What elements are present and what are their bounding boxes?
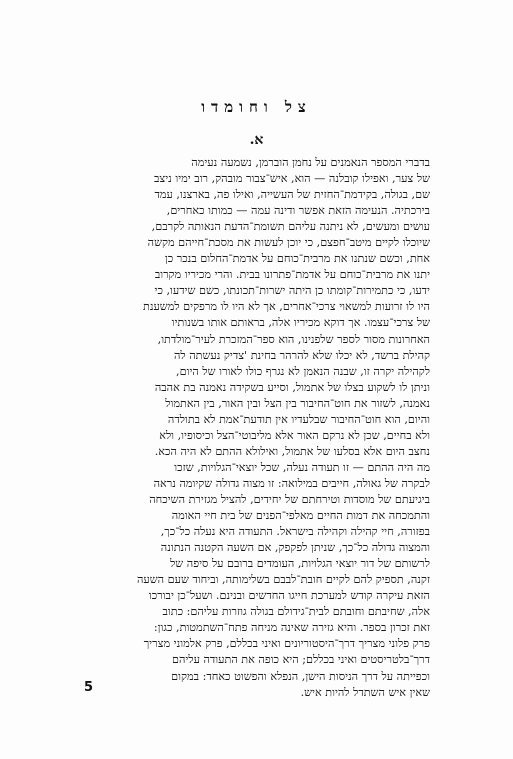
text-line: פרק פלוני מצריך דרך־היסטוריונים ואיני בכללם, פרק אלמוני מצריך	[143, 637, 430, 651]
text-line: לרשותם של דור יוצאי הגלויות, העומדים ברובם על סיפה של	[170, 557, 430, 571]
text-line: לקהילה יקרה זו, שבנה הנאמן לא נגרף כולו לאורו של היום,	[176, 364, 430, 378]
text-line: של צרכי־עצמו. אך דוקא מכיריו אלה, בראותם אותו בשנותיו	[171, 316, 430, 330]
text-line: זקנה, תספיק להם לקיים חובת־לבבם בשלימותה, וביחוד שעם השעה	[136, 573, 430, 587]
text-line: קהילת ברשד, לא יכלו שלא להרהר בחינת 'צדיק נעשתה לה	[173, 348, 430, 362]
text-line: היו לו זרועות למשאוי צרכי־אחרים, אך לא היו לו מרפקים למשענת	[143, 300, 430, 314]
paragraph-2	[82, 460, 430, 701]
text-line: מה היה ההתם — זו תעודה נעלה, שכל יוצאי־הגלויות, שזכו	[174, 460, 430, 474]
paragraph-1	[82, 155, 430, 460]
text-line: שאין איש השתדל להיות איש.	[300, 685, 430, 699]
text-line: וכפייתה על דרך הניסות הישן, הנפלא והפשוט כאחד: במקום	[171, 669, 430, 683]
text-line: בדברי המספר הנאמנים על נחמן הוברמן, נשמעה נעימה	[191, 156, 430, 169]
text-line: נחצב היום אלא בסלעו של אתמול, ואילולא ההתם לא היה הכא.	[154, 444, 430, 458]
text-line: והתמכחה את דמות החיים מאלפי־הפנים של בית חיי האומה	[171, 509, 430, 523]
text-line: לבקרה של גאולה, חייבים במילואה: זו מצוה גדולה שקיומה נראה	[153, 476, 430, 490]
text-line: של צער, ואפילו קובלנה — הוא, איש־צבור מובהק, רוב ימיו ניצב	[154, 172, 430, 186]
text-line: בפזורה, חיי קהילה וקהילה בישראל. התעודה היא נעלה כל־כך,	[160, 525, 430, 539]
chapter-title: צל וחומדו	[201, 98, 312, 116]
text-line: אלה, שחיבתם וחובתם לבית־גידולם בגולה גוזרות עליהם: כתוב	[162, 605, 430, 619]
text-line: והמצוה גדולה כל־כך, שניתן לפקפק, אם השעה הקטנה הנתונה	[160, 541, 430, 555]
text-line: והיום, הוא חוט־החיבור שבלעדיו אין תודעת־אמת לא בתולדה	[167, 412, 430, 426]
page-number: 5	[84, 680, 94, 695]
text-line: נאמנה, לשזור את חוט־החיבור בין הצל ובין האור, בין האתמול	[165, 396, 430, 410]
text-line: שיוכלו לקיים מיטב־חפצם, כי יוכן לעשות את מסכת־חייהם מקשה	[147, 236, 430, 250]
text-line: אחת, וכשם שנתנו את מרבית־כוחם על אדמת־החלום בנכר כן	[164, 252, 430, 266]
text-line: ביגיעתם של מוסדות וטירחתם של יחידים, להציל מגזירת השיכחה	[149, 492, 430, 506]
text-line: האחרונות מסור לספר שלפנינו, הוא ספר־המזכרת לעיר־מולדתו,	[157, 332, 430, 346]
text-line: דרך־בלטריסטים ואיני בכללם; היא כופה את התעודה עליהם	[172, 653, 430, 667]
section-mark: א.	[249, 132, 264, 148]
text-line: וניתן לו לשקוע בצלו של אתמול, וסייע בשקידה נאמנה בת אהבה	[154, 380, 430, 394]
text-line: הזאת עיקרה קודש למערכת חייגו החדשים ובנינם. ושעל־כן יבורכו	[148, 589, 430, 603]
body-text	[82, 155, 430, 701]
text-line: עושים ומעשים, לא ניתנה עליהם תשומת־הדעת הנאותה לקרבם,	[151, 220, 430, 234]
text-line: שם, בגולה, בקידמת־החזית של העשייה, ואילו פה, בארצנו, עמד	[154, 188, 430, 202]
text-line: יתנו את מרבית־כוחם על אדמת־פתרונו בבית. והרי מכיריו מקרוב	[154, 268, 430, 282]
text-line: ולא בחיים, שכן לא נרקם האור אלא מליבוטי־הצל וכיסופיו, ולא	[159, 428, 430, 442]
text-line: בירכתיה. הנעימה הזאת אפשר ודינה עמה — כמותו כאחרים,	[166, 204, 430, 218]
text-line: זאת זכרון בספר. והיא גזירה שאינה מניחה פתח־השתמטות, כגון:	[153, 621, 430, 635]
text-line: ידעו, כי כתמירות־קומתו כן היתה ישרות־תכונתו, כשם שידעו, כי	[154, 284, 430, 298]
